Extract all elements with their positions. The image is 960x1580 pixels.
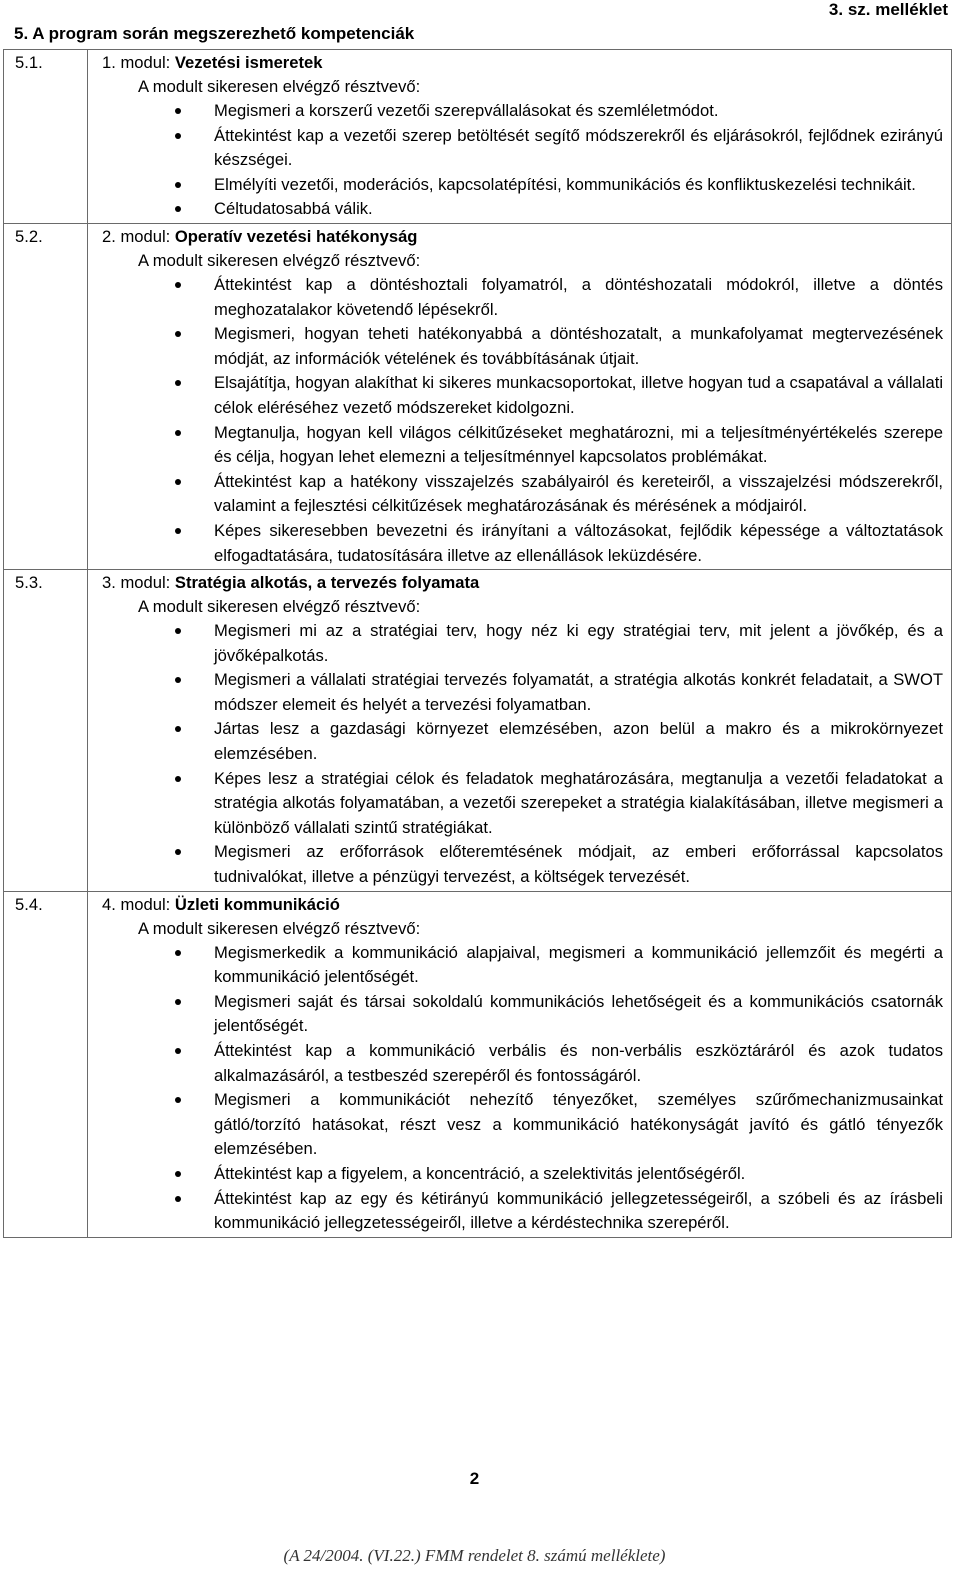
module-number: 5.1.	[4, 50, 88, 224]
competency-text: Áttekintést kap az egy és kétirányú kommunikáció jellegzetességeiről, a szóbeli és az írásbeli kommunikáció jellegzetességeiről, illetve a kérdéstechnika szerepéről.	[214, 1188, 943, 1233]
section-title: 5. A program során megszerezhető kompetenciák	[14, 24, 415, 43]
module-row	[4, 570, 952, 892]
bullet-icon	[175, 726, 181, 732]
bullet-icon	[175, 1171, 181, 1177]
module-intro: A modult sikeresen elvégző résztvevő:	[138, 250, 421, 270]
bullet-icon	[175, 628, 181, 634]
module-number: 5.4.	[4, 891, 88, 1237]
bullet-icon	[175, 331, 181, 337]
module-row	[4, 891, 952, 1237]
module-heading	[102, 50, 943, 75]
bullet-icon	[175, 528, 181, 534]
competency-text: Megismeri a korszerű vezetői szerepvállalásokat és szemléletmódot.	[214, 101, 719, 120]
competency-text: Megismeri a vállalati stratégiai tervezés folyamatát, a stratégia alkotás konkrét feladatait, a SWOT módszer elemeit és helyét a tervezési folyamatban.	[214, 670, 943, 714]
competency-item	[102, 619, 943, 668]
page-number: 2	[469, 1469, 480, 1488]
module-prefix: 4. modul:	[102, 894, 175, 914]
bullet-icon	[175, 677, 181, 683]
competency-item	[102, 668, 943, 717]
module-title: Üzleti kommunikáció	[174, 894, 340, 914]
competency-list	[102, 99, 943, 222]
competency-text: Áttekintést kap a figyelem, a koncentráció, a szelektivitás jelentőségéről.	[214, 1163, 746, 1183]
competency-item	[102, 470, 943, 519]
competency-item	[102, 990, 943, 1039]
module-row	[4, 50, 952, 224]
module-heading	[102, 570, 943, 595]
competency-item	[102, 1187, 943, 1236]
module-title: Stratégia alkotás, a tervezés folyamata	[174, 573, 480, 593]
competency-item	[102, 941, 943, 990]
bullet-icon	[175, 1196, 181, 1202]
competency-text: Megismeri, hogyan teheti hatékonyabbá a döntéshozatalt, a munkafolyamat megtervezésének módját, az információk vételének és továbbításának útjait.	[214, 324, 943, 368]
bullet-icon	[175, 182, 181, 188]
module-intro: A modult sikeresen elvégző résztvevő:	[138, 77, 421, 96]
competency-list	[102, 941, 943, 1236]
module-intro: A modult sikeresen elvégző résztvevő:	[138, 597, 421, 617]
bullet-icon	[175, 430, 181, 436]
competency-text: Jártas lesz a gazdasági környezet elemzésében, azon belül a makro és a mikrokörnyezet elemzésében.	[214, 719, 943, 764]
module-title: Operatív vezetési hatékonyság	[174, 226, 418, 246]
competency-item	[102, 717, 943, 766]
competency-text: Képes lesz a stratégiai célok és feladatok meghatározására, megtanulja a vezetői feladatokat a stratégia alkotás folyamatában, a vezetői szerepeket a stratégia kialakításában, illetve megismeri a különböző vállalati szintű stratégiákat.	[214, 768, 943, 837]
competency-item	[102, 767, 943, 841]
bullet-icon	[175, 479, 181, 485]
competency-text: Áttekintést kap a hatékony visszajelzés szabályairól és kereteiről, a visszajelzési módszerekről, valamint a fejlesztési célkitűzések meghatározásának és mérésének a módjairól.	[214, 471, 943, 516]
module-heading	[102, 892, 943, 917]
competency-text: Áttekintést kap a kommunikáció verbális és non-verbális eszköztáráról és azok tudatos alkalmazásáról, a testbeszéd szerepéről és fontosságáról.	[214, 1041, 943, 1085]
bullet-icon	[175, 1048, 181, 1054]
bullet-icon	[175, 950, 181, 956]
competency-item	[102, 124, 943, 173]
bullet-icon	[175, 282, 181, 288]
competency-text: Megtanulja, hogyan kell világos célkitűzéseket meghatározni, mi a teljesítményértékelés szerepe és célja, hogyan lehet elemezni a teljesítménnyel kapcsolatos problémákat.	[214, 422, 943, 467]
competency-text: Megismeri az erőforrások előteremtésének módjait, az emberi erőforrással kapcsolatos tudnivalókat, illetve a pénzügyi tervezést, a költségek tervezését.	[214, 842, 943, 887]
competency-text: Elsajátítja, hogyan alakíthat ki sikeres munkacsoportokat, illetve hogyan tud a csapatával a vállalati célok eléréséhez vezető módszereket kidolgozni.	[214, 373, 943, 417]
module-number: 5.3.	[4, 570, 88, 892]
annex-label: 3. sz. melléklet	[828, 0, 948, 19]
competency-list	[102, 619, 943, 890]
competency-item	[102, 173, 943, 198]
module-content	[88, 570, 952, 892]
competency-item	[102, 371, 943, 420]
bullet-icon	[175, 849, 181, 855]
competency-text: Megismeri saját és társai sokoldalú kommunikációs lehetőségeit és a kommunikációs csatornák jelentőségét.	[214, 991, 943, 1036]
module-prefix: 1. modul:	[102, 53, 175, 72]
competency-item	[102, 322, 943, 371]
competency-item	[102, 197, 943, 222]
competency-item	[102, 421, 943, 470]
competency-item	[102, 99, 943, 124]
module-title: Vezetési ismeretek	[174, 53, 323, 72]
competency-item	[102, 1039, 943, 1088]
module-intro: A modult sikeresen elvégző résztvevő:	[138, 918, 421, 938]
bullet-icon	[175, 108, 181, 114]
bullet-icon	[175, 776, 181, 782]
footer-note: (A 24/2004. (VI.22.) FMM rendelet 8. számú melléklete)	[283, 1546, 666, 1565]
bullet-icon	[175, 380, 181, 386]
competency-text: Áttekintést kap a döntéshoztali folyamatról, a döntéshozatali módokról, illetve a döntés meghozatalakor követendő lépésekről.	[214, 274, 943, 319]
module-number: 5.2.	[4, 223, 88, 569]
competency-text: Céltudatosabbá válik.	[214, 199, 373, 219]
competency-list	[102, 273, 943, 568]
module-heading	[102, 224, 943, 249]
competency-text: Megismeri mi az a stratégiai terv, hogy néz ki egy stratégiai terv, mit jelent a jövőkép, és a jövőképalkotás.	[214, 621, 943, 665]
competency-text: Képes sikeresebben bevezetni és irányítani a változásokat, fejlődik képessége a változtatások elfogadtatására, tudatosítására illetve az ellenállások leküzdésére.	[214, 520, 943, 565]
competency-text: Megismerkedik a kommunikáció alapjaival, megismeri a kommunikáció jellemzőit és megérti a kommunikáció jelentőségét.	[214, 942, 943, 987]
competency-item	[102, 1088, 943, 1162]
competency-item	[102, 273, 943, 322]
competency-item	[102, 519, 943, 568]
module-prefix: 2. modul:	[102, 226, 175, 246]
bullet-icon	[175, 999, 181, 1005]
competency-text: Elmélyíti vezetői, moderációs, kapcsolatépítési, kommunikációs és konfliktuskezelési technikáit.	[214, 174, 916, 194]
module-prefix: 3. modul:	[102, 573, 175, 593]
module-content	[88, 50, 952, 224]
competency-item	[102, 1162, 943, 1187]
module-row	[4, 223, 952, 569]
bullet-icon	[175, 206, 181, 212]
module-content	[88, 223, 952, 569]
module-content	[88, 891, 952, 1237]
modules-table	[3, 49, 952, 1238]
bullet-icon	[175, 133, 181, 139]
competency-item	[102, 840, 943, 889]
bullet-icon	[175, 1097, 181, 1103]
competency-text: Megismeri a kommunikációt nehezítő tényezőket, személyes szűrőmechanizmusainkat gátló/torzító hatásokat, részt vesz a kommunikáció hatékonyságát javító és gátló tényezők elemzésében.	[214, 1090, 943, 1159]
competency-text: Áttekintést kap a vezetői szerep betöltését segítő módszerekről és eljárásokról, fejlődnek ezirányú készségei.	[214, 125, 943, 170]
